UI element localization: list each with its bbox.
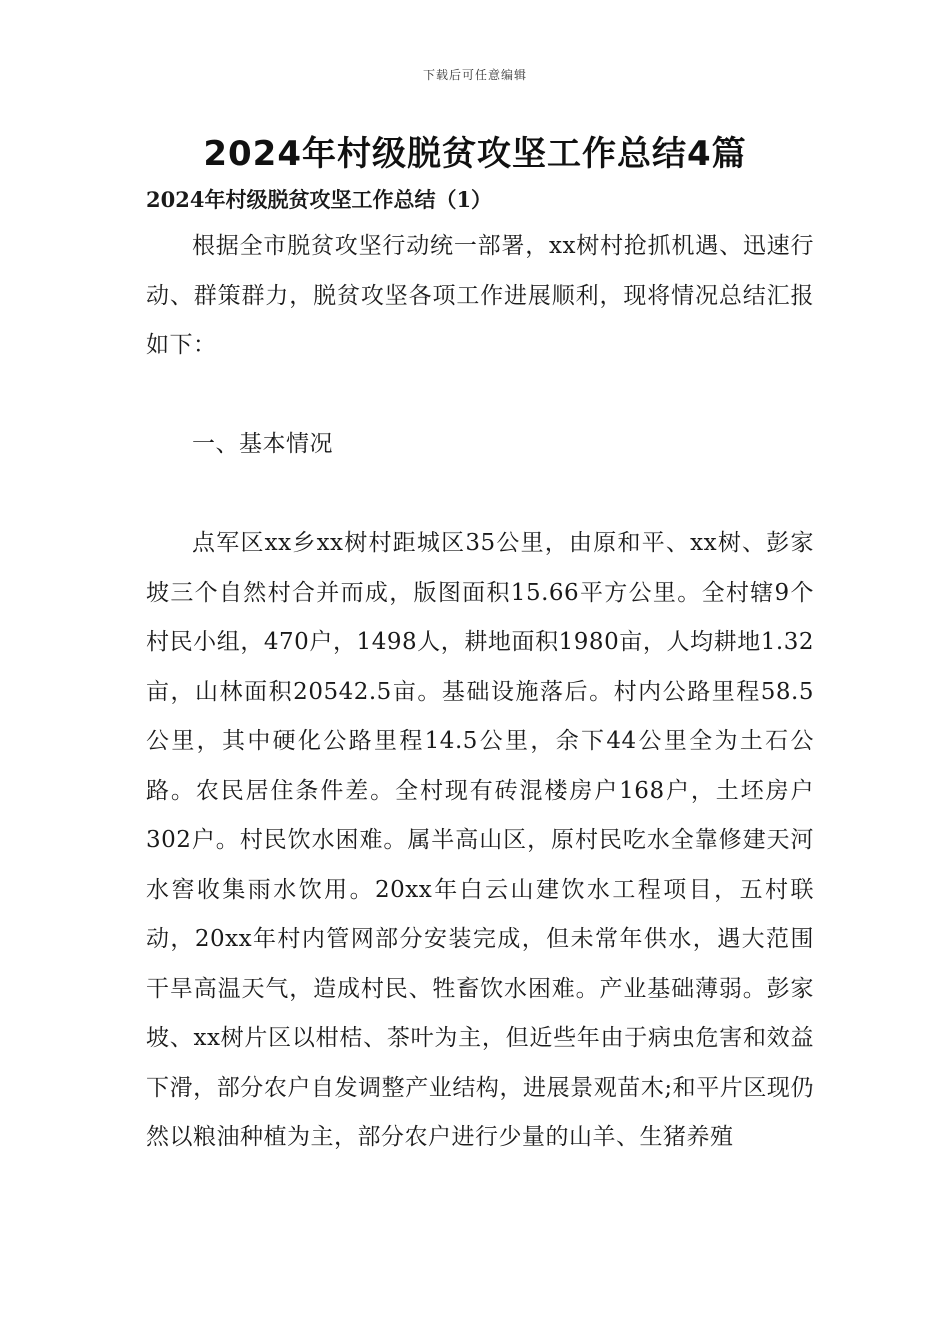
intro-paragraph: 根据全市脱贫攻坚行动统一部署，xx树村抢抓机遇、迅速行动、群策群力，脱贫攻坚各项工作进展顺利，现将情况总结汇报如下： <box>146 233 814 358</box>
header-note: 下载后可任意编辑 <box>422 68 527 82</box>
document-body <box>146 222 814 1163</box>
section-heading: 一、基本情况 <box>192 431 333 457</box>
document-subtitle: 2024年村级脱贫攻坚工作总结（1） <box>146 187 493 212</box>
document-title: 2024年村级脱贫攻坚工作总结4篇 <box>203 134 747 174</box>
section-paragraph: 点军区xx乡xx树村距城区35公里，由原和平、xx树、彭家坡三个自然村合并而成，版图面积15.66平方公里。全村辖9个村民小组，470户，1498人，耕地面积1980亩，人均耕地1.32亩，山林面积20542.5亩。基础设施落后。村内公路里程58.5公里，其中硬化公路里程14.5公里，余下44公里全为土石公路。农民居住条件差。全村现有砖混楼房户168户，土坯房户302户。村民饮水困难。属半高山区，原村民吃水全靠修建天河水窖收集雨水饮用。20xx年白云山建饮水工程项目，五村联动，20xx年村内管网部分安装完成，但未常年供水，遇大范围干旱高温天气，造成村民、牲畜饮水困难。产业基础薄弱。彭家坡、xx树片区以柑桔、茶叶为主，但近些年由于病虫危害和效益下滑，部分农户自发调整产业结构，进展景观苗木;和平片区现仍然以粮油种植为主，部分农户进行少量的山羊、生猪养殖 <box>146 530 814 1150</box>
